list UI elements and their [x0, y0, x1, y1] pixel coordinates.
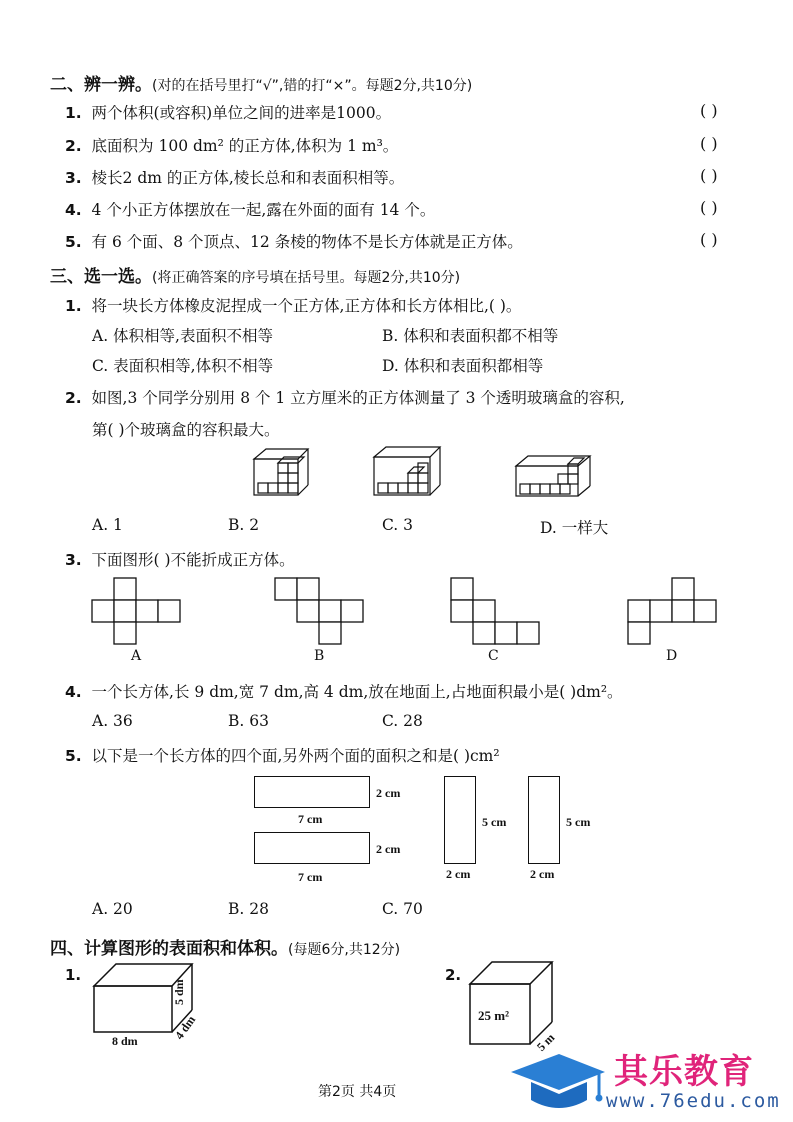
item-number: 4. [65, 683, 82, 701]
choice-q3 [65, 548, 295, 570]
cube-face-area: 25 m² [478, 1008, 509, 1023]
q5-option-a[interactable]: A. 20 [92, 900, 133, 918]
q1-option-c[interactable]: C. 表面积相等,体积不相等 [92, 357, 274, 375]
item-number: 4. [65, 201, 82, 219]
face-1-height: 2 cm [376, 786, 401, 800]
item-text: 有 6 个面、8 个顶点、12 条棱的物体不是长方体就是正方体。 [91, 233, 523, 251]
net-label-b[interactable]: B [314, 648, 325, 664]
cube-net-d [628, 578, 718, 644]
section-4-note: (每题6分,共12分) [288, 942, 401, 958]
item-number: 3. [65, 551, 82, 569]
q5-option-b[interactable]: B. 28 [228, 900, 269, 918]
brand-title: 其乐教育 [614, 1052, 754, 1092]
q2-option-a[interactable]: A. 1 [92, 516, 123, 534]
question-text: 将一块长方体橡皮泥捏成一个正方体,正方体和长方体相比,( )。 [91, 297, 522, 315]
glass-box-3 [514, 452, 592, 498]
cube-edge: 5 m [534, 1030, 558, 1054]
item-number: 3. [65, 169, 82, 187]
face-1-width: 7 cm [298, 812, 323, 826]
face-4-width: 2 cm [530, 867, 555, 881]
item-number: 5. [65, 747, 82, 765]
face-2-width: 7 cm [298, 870, 323, 884]
choice-q1 [65, 294, 521, 316]
judge-item-2 [65, 134, 398, 156]
glass-box-2 [372, 445, 444, 497]
face-rect-4 [528, 776, 560, 864]
choice-q4 [65, 680, 623, 702]
judge-item-3 [65, 166, 404, 188]
question-text: 如图,3 个同学分别用 8 个 1 立方厘米的正方体测量了 3 个透明玻璃盒的容积, [91, 389, 625, 407]
cuboid-width: 4 dm [172, 1012, 199, 1043]
item-number: 5. [65, 233, 82, 251]
q4-option-b[interactable]: B. 63 [228, 712, 269, 730]
section-2-title [50, 70, 472, 95]
item-number: 1. [65, 104, 82, 122]
judge-item-5 [65, 230, 523, 252]
page-number: 第2页 共4页 [318, 1084, 397, 1100]
q2-line-2: 第( )个玻璃盒的容积最大。 [92, 421, 280, 439]
answer-paren-4[interactable]: ( ) [700, 198, 718, 217]
item-number: 1. [65, 297, 82, 315]
cube-net-c [451, 578, 541, 644]
net-label-d[interactable]: D [666, 648, 678, 664]
question-text: 一个长方体,长 9 dm,宽 7 dm,高 4 dm,放在地面上,占地面积最小是( )dm²。 [91, 683, 623, 701]
q5-option-c[interactable]: C. 70 [382, 900, 423, 918]
net-label-c[interactable]: C [488, 648, 499, 664]
face-3-width: 2 cm [446, 867, 471, 881]
choice-q5 [65, 744, 500, 766]
face-2-height: 2 cm [376, 842, 401, 856]
section-2-note: (对的在括号里打“√”,错的打“×”。每题2分,共10分) [152, 78, 473, 94]
item-text: 底面积为 100 dm² 的正方体,体积为 1 m³。 [91, 137, 399, 155]
answer-paren-5[interactable]: ( ) [700, 230, 718, 249]
q1-option-d[interactable]: D. 体积和表面积都相等 [382, 357, 544, 375]
item-text: 两个体积(或容积)单位之间的进率是1000。 [91, 104, 392, 122]
section-2-heading: 二、辨一辨。 [50, 75, 152, 95]
answer-paren-1[interactable]: ( ) [700, 101, 718, 120]
q2-option-d[interactable]: D. 一样大 [540, 519, 609, 537]
question-text: 以下是一个长方体的四个面,另外两个面的面积之和是( )cm² [91, 747, 500, 765]
cuboid-height: 5 dm [172, 979, 186, 1005]
judge-item-4 [65, 198, 435, 220]
cube-net-a [92, 578, 182, 644]
net-label-a[interactable]: A [131, 648, 142, 664]
q4-option-c[interactable]: C. 28 [382, 712, 423, 730]
section-3-title [50, 262, 460, 287]
choice-q2 [65, 386, 625, 408]
section-3-note: (将正确答案的序号填在括号里。每题2分,共10分) [152, 270, 461, 286]
q4-option-a[interactable]: A. 36 [92, 712, 133, 730]
face-3-height: 5 cm [482, 815, 507, 829]
glass-box-1 [252, 447, 312, 497]
cuboid-length: 8 dm [112, 1034, 138, 1048]
graduation-cap-icon [507, 1048, 607, 1114]
item-text: 棱长2 dm 的正方体,棱长总和和表面积相等。 [91, 169, 405, 187]
face-rect-3 [444, 776, 476, 864]
q2-option-c[interactable]: C. 3 [382, 516, 414, 534]
answer-paren-2[interactable]: ( ) [700, 134, 718, 153]
item-number: 2. [65, 389, 82, 407]
q1-option-a[interactable]: A. 体积相等,表面积不相等 [92, 327, 273, 345]
problem-2-number: 2. [445, 966, 462, 984]
section-4-title [50, 934, 400, 959]
section-4-heading: 四、计算图形的表面积和体积。 [50, 939, 288, 959]
q2-option-b[interactable]: B. 2 [228, 516, 260, 534]
face-4-height: 5 cm [566, 815, 591, 829]
face-rect-2 [254, 832, 370, 864]
item-number: 2. [65, 137, 82, 155]
brand-url[interactable]: www.76edu.com [606, 1090, 781, 1112]
item-text: 4 个小正方体摆放在一起,露在外面的面有 14 个。 [91, 201, 436, 219]
cube-net-b [275, 578, 365, 644]
answer-paren-3[interactable]: ( ) [700, 166, 718, 185]
face-rect-1 [254, 776, 370, 808]
problem-1-number: 1. [65, 966, 82, 984]
q1-option-b[interactable]: B. 体积和表面积都不相等 [382, 327, 559, 345]
section-3-heading: 三、选一选。 [50, 267, 152, 287]
question-text: 下面图形( )不能折成正方体。 [91, 551, 295, 569]
judge-item-1 [65, 101, 391, 123]
